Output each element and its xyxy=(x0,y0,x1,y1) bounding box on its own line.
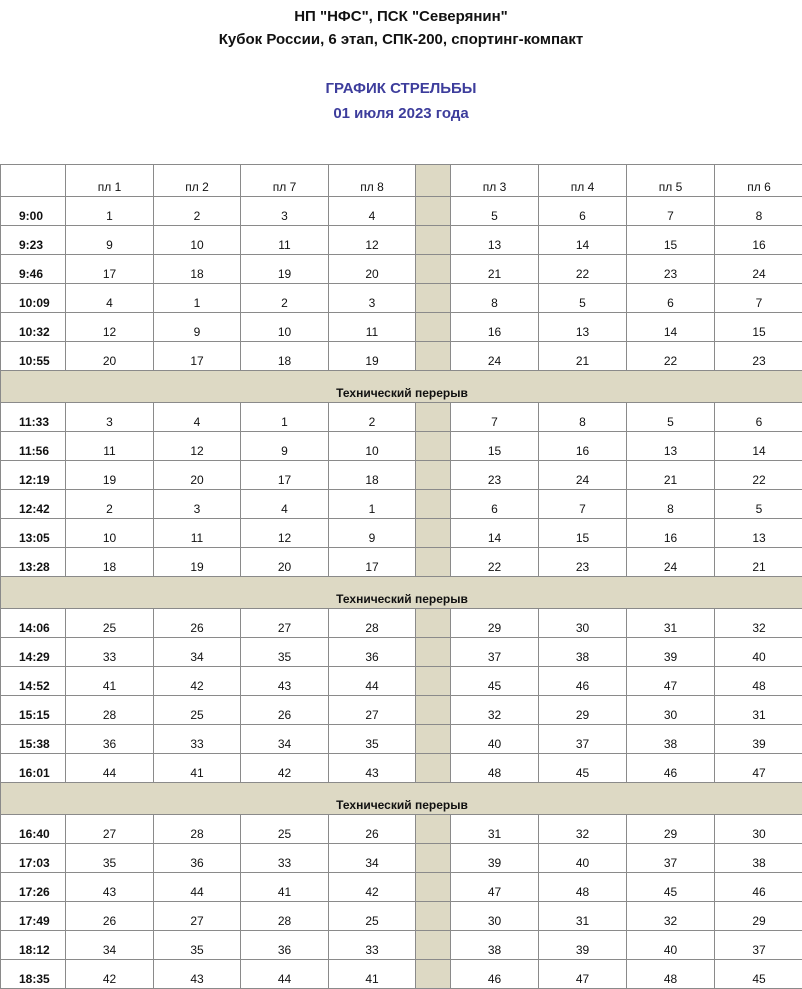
table-row xyxy=(1,342,802,371)
squad-cell: 1 xyxy=(241,403,329,432)
squad-cell: 46 xyxy=(715,873,802,902)
squad-cell: 37 xyxy=(715,931,802,960)
squad-cell: 27 xyxy=(154,902,241,931)
squad-cell: 14 xyxy=(451,519,539,548)
table-row xyxy=(1,754,802,783)
separator-cell xyxy=(416,165,451,197)
break-row xyxy=(1,577,802,609)
squad-cell: 18 xyxy=(329,461,416,490)
squad-cell: 6 xyxy=(539,197,627,226)
squad-cell: 38 xyxy=(627,725,715,754)
squad-cell: 24 xyxy=(539,461,627,490)
squad-cell: 6 xyxy=(715,403,802,432)
table-row xyxy=(1,844,802,873)
table-row xyxy=(1,461,802,490)
squad-cell: 41 xyxy=(66,667,154,696)
squad-cell: 2 xyxy=(241,284,329,313)
squad-cell: 8 xyxy=(451,284,539,313)
squad-cell: 1 xyxy=(66,197,154,226)
column-header: пл 8 xyxy=(329,165,416,197)
squad-cell: 9 xyxy=(329,519,416,548)
table-row xyxy=(1,873,802,902)
squad-cell: 45 xyxy=(715,960,802,989)
time-cell: 10:09 xyxy=(1,284,66,313)
schedule-date: 01 июля 2023 года xyxy=(0,105,802,122)
squad-cell: 32 xyxy=(451,696,539,725)
squad-cell: 41 xyxy=(241,873,329,902)
squad-cell: 15 xyxy=(627,226,715,255)
squad-cell: 28 xyxy=(329,609,416,638)
squad-cell: 17 xyxy=(241,461,329,490)
squad-cell: 36 xyxy=(241,931,329,960)
squad-cell: 13 xyxy=(451,226,539,255)
squad-cell: 16 xyxy=(715,226,802,255)
squad-cell: 32 xyxy=(627,902,715,931)
squad-cell: 8 xyxy=(715,197,802,226)
squad-cell: 14 xyxy=(539,226,627,255)
separator-cell xyxy=(416,844,451,873)
squad-cell: 29 xyxy=(627,815,715,844)
squad-cell: 27 xyxy=(66,815,154,844)
squad-cell: 15 xyxy=(451,432,539,461)
squad-cell: 37 xyxy=(451,638,539,667)
squad-cell: 23 xyxy=(715,342,802,371)
squad-cell: 47 xyxy=(627,667,715,696)
squad-cell: 15 xyxy=(715,313,802,342)
squad-cell: 19 xyxy=(329,342,416,371)
table-row xyxy=(1,313,802,342)
squad-cell: 13 xyxy=(627,432,715,461)
squad-cell: 11 xyxy=(66,432,154,461)
squad-cell: 17 xyxy=(154,342,241,371)
squad-cell: 22 xyxy=(715,461,802,490)
squad-cell: 44 xyxy=(329,667,416,696)
squad-cell: 42 xyxy=(329,873,416,902)
time-cell: 14:52 xyxy=(1,667,66,696)
time-cell: 16:40 xyxy=(1,815,66,844)
squad-cell: 43 xyxy=(154,960,241,989)
squad-cell: 44 xyxy=(241,960,329,989)
separator-cell xyxy=(416,638,451,667)
column-header: пл 1 xyxy=(66,165,154,197)
squad-cell: 34 xyxy=(66,931,154,960)
squad-cell: 39 xyxy=(451,844,539,873)
squad-cell: 23 xyxy=(451,461,539,490)
separator-cell xyxy=(416,931,451,960)
squad-cell: 9 xyxy=(154,313,241,342)
squad-cell: 38 xyxy=(539,638,627,667)
squad-cell: 34 xyxy=(241,725,329,754)
squad-cell: 11 xyxy=(241,226,329,255)
squad-cell: 40 xyxy=(627,931,715,960)
table-row xyxy=(1,931,802,960)
time-cell: 10:55 xyxy=(1,342,66,371)
squad-cell: 48 xyxy=(539,873,627,902)
squad-cell: 20 xyxy=(66,342,154,371)
table-row xyxy=(1,902,802,931)
squad-cell: 11 xyxy=(154,519,241,548)
time-cell: 9:23 xyxy=(1,226,66,255)
squad-cell: 10 xyxy=(66,519,154,548)
separator-cell xyxy=(416,902,451,931)
separator-cell xyxy=(416,873,451,902)
column-header: пл 2 xyxy=(154,165,241,197)
squad-cell: 41 xyxy=(329,960,416,989)
break-label: Технический перерыв xyxy=(1,577,802,609)
table-row xyxy=(1,609,802,638)
time-cell: 12:42 xyxy=(1,490,66,519)
squad-cell: 39 xyxy=(627,638,715,667)
table-row xyxy=(1,725,802,754)
table-row xyxy=(1,638,802,667)
squad-cell: 42 xyxy=(66,960,154,989)
squad-cell: 2 xyxy=(329,403,416,432)
squad-cell: 19 xyxy=(66,461,154,490)
separator-cell xyxy=(416,403,451,432)
squad-cell: 35 xyxy=(66,844,154,873)
squad-cell: 48 xyxy=(451,754,539,783)
squad-cell: 29 xyxy=(539,696,627,725)
squad-cell: 36 xyxy=(66,725,154,754)
corner-cell xyxy=(1,165,66,197)
table-row xyxy=(1,255,802,284)
separator-cell xyxy=(416,960,451,989)
squad-cell: 10 xyxy=(329,432,416,461)
time-cell: 10:32 xyxy=(1,313,66,342)
table-row xyxy=(1,815,802,844)
table-row xyxy=(1,432,802,461)
squad-cell: 20 xyxy=(329,255,416,284)
break-label: Технический перерыв xyxy=(1,371,802,403)
squad-cell: 14 xyxy=(627,313,715,342)
separator-cell xyxy=(416,432,451,461)
squad-cell: 15 xyxy=(539,519,627,548)
squad-cell: 12 xyxy=(329,226,416,255)
separator-cell xyxy=(416,519,451,548)
separator-cell xyxy=(416,609,451,638)
squad-cell: 9 xyxy=(66,226,154,255)
squad-cell: 12 xyxy=(66,313,154,342)
squad-cell: 24 xyxy=(715,255,802,284)
squad-cell: 21 xyxy=(451,255,539,284)
squad-cell: 45 xyxy=(627,873,715,902)
squad-cell: 7 xyxy=(451,403,539,432)
squad-cell: 20 xyxy=(154,461,241,490)
squad-cell: 33 xyxy=(154,725,241,754)
squad-cell: 33 xyxy=(241,844,329,873)
squad-cell: 39 xyxy=(539,931,627,960)
squad-cell: 40 xyxy=(539,844,627,873)
squad-cell: 26 xyxy=(241,696,329,725)
separator-cell xyxy=(416,815,451,844)
squad-cell: 4 xyxy=(154,403,241,432)
squad-cell: 5 xyxy=(715,490,802,519)
squad-cell: 23 xyxy=(539,548,627,577)
separator-cell xyxy=(416,754,451,783)
table-row xyxy=(1,490,802,519)
squad-cell: 46 xyxy=(539,667,627,696)
separator-cell xyxy=(416,226,451,255)
table-row xyxy=(1,197,802,226)
squad-cell: 22 xyxy=(451,548,539,577)
time-cell: 17:26 xyxy=(1,873,66,902)
squad-cell: 19 xyxy=(154,548,241,577)
squad-cell: 1 xyxy=(329,490,416,519)
squad-cell: 33 xyxy=(329,931,416,960)
squad-cell: 12 xyxy=(154,432,241,461)
squad-cell: 26 xyxy=(154,609,241,638)
squad-cell: 47 xyxy=(539,960,627,989)
squad-cell: 41 xyxy=(154,754,241,783)
squad-cell: 9 xyxy=(241,432,329,461)
time-cell: 11:33 xyxy=(1,403,66,432)
squad-cell: 8 xyxy=(539,403,627,432)
squad-cell: 31 xyxy=(627,609,715,638)
squad-cell: 27 xyxy=(329,696,416,725)
squad-cell: 48 xyxy=(627,960,715,989)
column-header: пл 3 xyxy=(451,165,539,197)
time-cell: 14:06 xyxy=(1,609,66,638)
separator-cell xyxy=(416,490,451,519)
squad-cell: 10 xyxy=(154,226,241,255)
squad-cell: 7 xyxy=(715,284,802,313)
squad-cell: 47 xyxy=(715,754,802,783)
squad-cell: 7 xyxy=(539,490,627,519)
squad-cell: 35 xyxy=(241,638,329,667)
squad-cell: 3 xyxy=(329,284,416,313)
schedule-title: ГРАФИК СТРЕЛЬБЫ xyxy=(0,80,802,97)
squad-cell: 33 xyxy=(66,638,154,667)
shooting-schedule-table xyxy=(0,164,802,989)
table-row xyxy=(1,284,802,313)
squad-cell: 14 xyxy=(715,432,802,461)
squad-cell: 16 xyxy=(627,519,715,548)
squad-cell: 40 xyxy=(715,638,802,667)
squad-cell: 35 xyxy=(329,725,416,754)
squad-cell: 42 xyxy=(154,667,241,696)
squad-cell: 5 xyxy=(627,403,715,432)
table-row xyxy=(1,403,802,432)
squad-cell: 38 xyxy=(715,844,802,873)
separator-cell xyxy=(416,461,451,490)
squad-cell: 43 xyxy=(66,873,154,902)
time-cell: 15:38 xyxy=(1,725,66,754)
squad-cell: 30 xyxy=(627,696,715,725)
squad-cell: 44 xyxy=(66,754,154,783)
squad-cell: 2 xyxy=(66,490,154,519)
squad-cell: 25 xyxy=(329,902,416,931)
event-title: Кубок России, 6 этап, СПК-200, спортинг-компакт xyxy=(0,31,802,48)
squad-cell: 13 xyxy=(539,313,627,342)
separator-cell xyxy=(416,725,451,754)
time-cell: 14:29 xyxy=(1,638,66,667)
squad-cell: 13 xyxy=(715,519,802,548)
squad-cell: 43 xyxy=(329,754,416,783)
squad-cell: 37 xyxy=(627,844,715,873)
squad-cell: 48 xyxy=(715,667,802,696)
time-cell: 13:28 xyxy=(1,548,66,577)
squad-cell: 46 xyxy=(451,960,539,989)
squad-cell: 19 xyxy=(241,255,329,284)
squad-cell: 31 xyxy=(715,696,802,725)
header-row xyxy=(1,165,802,197)
squad-cell: 47 xyxy=(451,873,539,902)
squad-cell: 5 xyxy=(539,284,627,313)
squad-cell: 46 xyxy=(627,754,715,783)
squad-cell: 10 xyxy=(241,313,329,342)
squad-cell: 21 xyxy=(627,461,715,490)
squad-cell: 3 xyxy=(154,490,241,519)
squad-cell: 25 xyxy=(241,815,329,844)
squad-cell: 30 xyxy=(715,815,802,844)
squad-cell: 20 xyxy=(241,548,329,577)
squad-cell: 28 xyxy=(66,696,154,725)
squad-cell: 18 xyxy=(154,255,241,284)
squad-cell: 28 xyxy=(154,815,241,844)
squad-cell: 22 xyxy=(539,255,627,284)
squad-cell: 29 xyxy=(451,609,539,638)
squad-cell: 36 xyxy=(329,638,416,667)
separator-cell xyxy=(416,342,451,371)
table-row xyxy=(1,667,802,696)
separator-cell xyxy=(416,197,451,226)
time-cell: 18:35 xyxy=(1,960,66,989)
column-header: пл 7 xyxy=(241,165,329,197)
separator-cell xyxy=(416,255,451,284)
table-row xyxy=(1,960,802,989)
squad-cell: 23 xyxy=(627,255,715,284)
squad-cell: 30 xyxy=(451,902,539,931)
squad-cell: 39 xyxy=(715,725,802,754)
squad-cell: 18 xyxy=(241,342,329,371)
squad-cell: 25 xyxy=(66,609,154,638)
break-row xyxy=(1,371,802,403)
break-row xyxy=(1,783,802,815)
squad-cell: 35 xyxy=(154,931,241,960)
squad-cell: 6 xyxy=(627,284,715,313)
time-cell: 18:12 xyxy=(1,931,66,960)
squad-cell: 43 xyxy=(241,667,329,696)
squad-cell: 5 xyxy=(451,197,539,226)
break-label: Технический перерыв xyxy=(1,783,802,815)
squad-cell: 16 xyxy=(539,432,627,461)
separator-cell xyxy=(416,313,451,342)
time-cell: 9:00 xyxy=(1,197,66,226)
squad-cell: 26 xyxy=(66,902,154,931)
squad-cell: 37 xyxy=(539,725,627,754)
squad-cell: 32 xyxy=(539,815,627,844)
table-row xyxy=(1,548,802,577)
squad-cell: 12 xyxy=(241,519,329,548)
column-header: пл 6 xyxy=(715,165,802,197)
squad-cell: 3 xyxy=(66,403,154,432)
squad-cell: 26 xyxy=(329,815,416,844)
squad-cell: 2 xyxy=(154,197,241,226)
column-header: пл 4 xyxy=(539,165,627,197)
squad-cell: 6 xyxy=(451,490,539,519)
separator-cell xyxy=(416,548,451,577)
time-cell: 9:46 xyxy=(1,255,66,284)
squad-cell: 38 xyxy=(451,931,539,960)
squad-cell: 8 xyxy=(627,490,715,519)
time-cell: 16:01 xyxy=(1,754,66,783)
table-row xyxy=(1,696,802,725)
squad-cell: 40 xyxy=(451,725,539,754)
squad-cell: 32 xyxy=(715,609,802,638)
squad-cell: 44 xyxy=(154,873,241,902)
squad-cell: 18 xyxy=(66,548,154,577)
squad-cell: 3 xyxy=(241,197,329,226)
squad-cell: 45 xyxy=(539,754,627,783)
column-header: пл 5 xyxy=(627,165,715,197)
squad-cell: 24 xyxy=(627,548,715,577)
squad-cell: 4 xyxy=(329,197,416,226)
squad-cell: 7 xyxy=(627,197,715,226)
squad-cell: 4 xyxy=(241,490,329,519)
squad-cell: 42 xyxy=(241,754,329,783)
squad-cell: 34 xyxy=(329,844,416,873)
squad-cell: 17 xyxy=(66,255,154,284)
organizer-title: НП "НФС", ПСК "Северянин" xyxy=(0,8,802,25)
separator-cell xyxy=(416,696,451,725)
squad-cell: 1 xyxy=(154,284,241,313)
squad-cell: 22 xyxy=(627,342,715,371)
squad-cell: 21 xyxy=(539,342,627,371)
squad-cell: 45 xyxy=(451,667,539,696)
squad-cell: 24 xyxy=(451,342,539,371)
squad-cell: 16 xyxy=(451,313,539,342)
squad-cell: 30 xyxy=(539,609,627,638)
squad-cell: 34 xyxy=(154,638,241,667)
squad-cell: 25 xyxy=(154,696,241,725)
squad-cell: 4 xyxy=(66,284,154,313)
squad-cell: 17 xyxy=(329,548,416,577)
squad-cell: 31 xyxy=(539,902,627,931)
squad-cell: 11 xyxy=(329,313,416,342)
time-cell: 12:19 xyxy=(1,461,66,490)
time-cell: 17:03 xyxy=(1,844,66,873)
squad-cell: 28 xyxy=(241,902,329,931)
squad-cell: 21 xyxy=(715,548,802,577)
squad-cell: 36 xyxy=(154,844,241,873)
squad-cell: 29 xyxy=(715,902,802,931)
time-cell: 13:05 xyxy=(1,519,66,548)
squad-cell: 31 xyxy=(451,815,539,844)
separator-cell xyxy=(416,667,451,696)
table-row xyxy=(1,226,802,255)
time-cell: 17:49 xyxy=(1,902,66,931)
table-row xyxy=(1,519,802,548)
separator-cell xyxy=(416,284,451,313)
time-cell: 11:56 xyxy=(1,432,66,461)
squad-cell: 27 xyxy=(241,609,329,638)
time-cell: 15:15 xyxy=(1,696,66,725)
